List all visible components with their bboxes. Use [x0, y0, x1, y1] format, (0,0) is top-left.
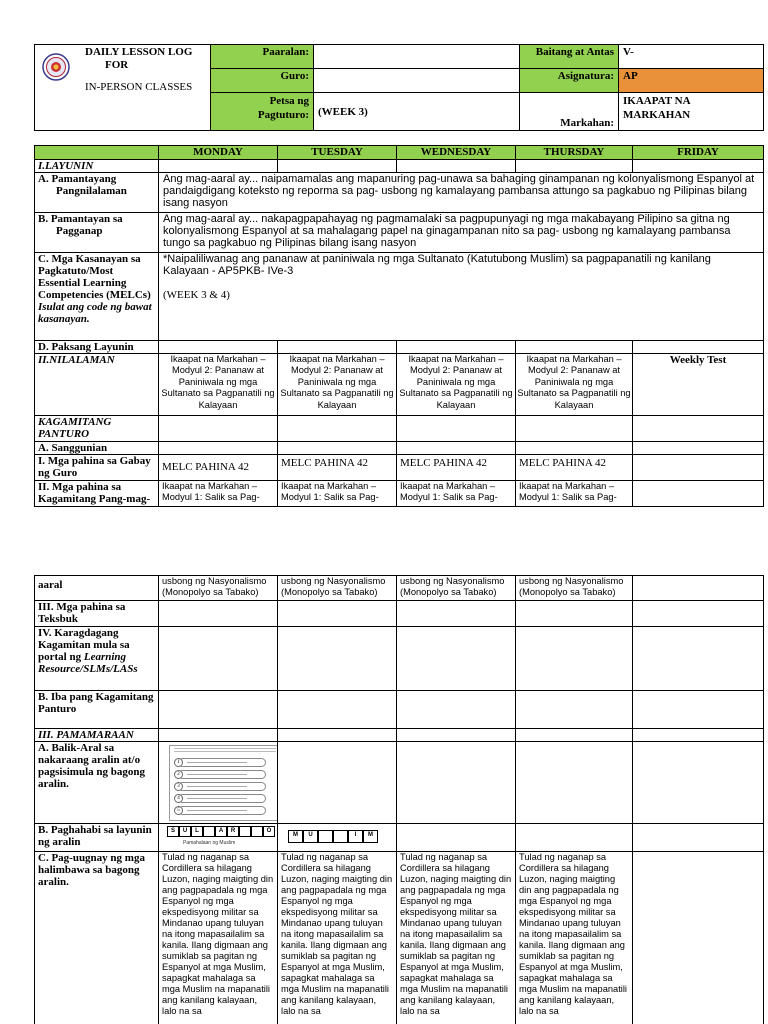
puzzle-box: U [303, 830, 318, 843]
paghahabi-tuesday[interactable] [278, 824, 397, 852]
cell-line: usbong ng Nasyonalismo [519, 576, 624, 586]
puzzle-box: S [167, 826, 179, 837]
cell-line: Ikaapat na Markahan – [162, 481, 258, 491]
karagdagang-label-italic: Learning Resource/SLMs/LASs [38, 651, 138, 675]
gabay-thursday[interactable]: MELC PAHINA 42 [516, 455, 633, 481]
karagdagang-label-text: IV. Karagdagang Kagamitan mula sa portal ng [38, 627, 130, 663]
title-line-2: FOR [105, 59, 129, 71]
pag-uugnay-label: C. Pag-uugnay ng mga halimbawa sa bagong aralin. [35, 852, 159, 1024]
puzzle-caption: Pamahalaan ng Muslim [183, 840, 236, 846]
cell-line: usbong ng Nasyonalismo [400, 576, 505, 586]
cell-line: Modyul 1: Salik sa Pag- [519, 492, 617, 502]
baitang-label: Baitang at Antas [520, 45, 619, 69]
a-label-line-2: Pangnilalaman [56, 185, 127, 197]
paghahabi-label: B. Paghahabi sa layunin ng aralin [35, 824, 159, 852]
cell-line: Modyul 1: Salik sa Pag- [281, 492, 379, 502]
guro-label: Guro: [211, 69, 314, 93]
pag-uugnay-tuesday[interactable] [278, 852, 397, 1024]
aaral-monday[interactable] [159, 576, 278, 601]
kagamitang-thursday[interactable] [516, 481, 633, 507]
day-header-monday: MONDAY [159, 146, 278, 160]
melc-competency: *Naipaliliwanag ang pananaw at paniniwala ng mga Sultanato (Katutubong Muslim) sa pagpapanatili ng kanilang Kalayaan - AP5PKB- IVe-3 [163, 253, 711, 277]
iba-pang-kagamitan-label: B. Iba pang Kagamitang Panturo [35, 691, 159, 729]
puzzle-box: I [348, 830, 363, 843]
nilalaman-tuesday[interactable]: Ikaapat na Markahan – Modyul 2: Pananaw at Paniniwala ng mga Sultanato sa Pagpanatili ng Kalayaan [278, 354, 397, 416]
day-header-tuesday: TUESDAY [278, 146, 397, 160]
title-line-3: IN-PERSON CLASSES [85, 81, 193, 93]
pag-uugnay-thursday[interactable]: Tulad ng naganap sa Cordillera sa hilagang Luzon, naging maigting din ang pagpapadala ng mga Espanyol ng mga ekspedisyong militar sa Mindanao upang tuluyan na itong mapasailalim sa kanila. Ilang digmaan ang sumiklab sa pagitan ng Espanyol at mga Muslim, sapagkat mahalaga sa mga Muslim na mapanatili ang kanilang kalayaan, lalo na sa [516, 852, 633, 1024]
baitang-field[interactable]: V- [619, 45, 764, 69]
letter-puzzle-tuesday [288, 830, 396, 843]
b-label-line-2: Pagganap [56, 225, 103, 237]
kagamitang-monday[interactable] [159, 481, 278, 507]
pag-uugnay-monday[interactable]: Tulad ng naganap sa Cordillera sa hilagang Luzon, naging maigting din ang pagpapadala ng mga Espanyol ng mga ekspedisyong militar sa Mindanao upang tuluyan na itong mapasailalim sa kanila. Ilang digmaan ang sumiklab sa pagitan ng Espanyol at mga Muslim, sapagkat mahalaga sa mga Muslim na mapanatili ang kanilang kalayaan, lalo na sa [159, 852, 278, 1024]
pamantayan-pagganap-label [35, 213, 159, 253]
header-table [34, 44, 764, 131]
pag-uugnay-text: Tulad ng naganap sa Cordillera sa hilagang Luzon, naging maigting din ang pagpapadala ng mga Espanyol ng mga ekspedisyong militar sa Mindanao upang tuluyan na itong mapasailalim sa kanila. Ilang digmaan ang sumiklab sa pagitan ng Espanyol at mga Muslim, sapagkat mahalaga sa mga Muslim na mapanatili ang kanilang kalayaan, lalo na sa [281, 852, 393, 1016]
puzzle-box: U [179, 826, 191, 837]
nilalaman-monday[interactable]: Ikaapat na Markahan – Modyul 2: Pananaw at Paniniwala ng mga Sultanato sa Pagpanatili ng Kalayaan [159, 354, 278, 416]
a-label-line-1: A. Pamantayang [38, 173, 117, 185]
markahan-field[interactable] [619, 93, 764, 131]
c-note: Isulat ang code ng bawat kasanayan. [38, 301, 152, 325]
cell-line: usbong ng Nasyonalismo [162, 576, 267, 586]
lesson-table-page-1 [34, 145, 764, 507]
cell-line: Ikaapat na Markahan – [519, 481, 615, 491]
day-header-thursday: THURSDAY [516, 146, 633, 160]
gabay-wednesday[interactable]: MELC PAHINA 42 [397, 455, 516, 481]
pamantayang-pangnilalaman-text[interactable]: Ang mag-aaral ay... naipamamalas ang mapanuring pag-unawa sa bahaging ginampanan ng kolonyalismong Espanyol at pandaigdigang kotekstο ng reporma sa pag- usbong ng kamalayang pambansa attungo sa pagkabuo ng Pilipinas bilang isang nasyon [159, 173, 764, 213]
cell-line: (Monopolyo sa Tabako) [400, 587, 497, 597]
cell-line: Ikaapat na Markahan – [400, 481, 496, 491]
nilalaman-thursday[interactable]: Ikaapat na Markahan – Modyul 2: Pananaw at Paniniwala ng mga Sultanato sa Pagpanatili ng Kalayaan [516, 354, 633, 416]
puzzle-box: M [363, 830, 378, 843]
worksheet-thumbnail: 1 2 3 4 5 [169, 745, 278, 821]
puzzle-box: R [227, 826, 239, 837]
pamantayan-pagganap-text[interactable]: Ang mag-aaral ay... nakapagpapahayag ng pagmamalaki sa pagpupunyagi ng mga makabayang Pilipino sa gitna ng kolonyalismong Espanyol at sa mahalagang papel na ginagampanan nito sa pag- usbong ng kamalayang pambansa tungo sa pagkabuo ng Pilipinas bilang isang nasyon [159, 213, 764, 253]
aaral-tuesday[interactable] [278, 576, 397, 601]
puzzle-box [251, 826, 263, 837]
cell-line: Modyul 1: Salik sa Pag- [400, 492, 498, 502]
puzzle-box: O [263, 826, 275, 837]
kagamitang-wednesday[interactable] [397, 481, 516, 507]
sanggunian-label: A. Sanggunian [35, 442, 159, 455]
lesson-table-page-2 [34, 575, 764, 1024]
header-title-cell [35, 45, 211, 131]
day-header-friday: FRIDAY [633, 146, 764, 160]
paaralan-label: Paaralan: [211, 45, 314, 69]
gabay-guro-label: I. Mga pahina sa Gabay ng Guro [35, 455, 159, 481]
c-label: C. Mga Kasanayan sa Pagkatuto/Most Essential Learning Competencies (MELCs) [38, 253, 151, 301]
cell-line: (Monopolyo sa Tabako) [281, 587, 378, 597]
nilalaman-label: II.NILALAMAN [35, 354, 159, 416]
kagamitang-tuesday[interactable] [278, 481, 397, 507]
aaral-thursday[interactable] [516, 576, 633, 601]
markahan-line-1: IKAAPAT NA [623, 95, 691, 107]
layunin-label: I.LAYUNIN [35, 160, 159, 173]
teksbuk-label: III. Mga pahina sa Teksbuk [35, 601, 159, 627]
puzzle-box: A [215, 826, 227, 837]
paaralan-field[interactable] [314, 45, 520, 69]
letter-puzzle-monday [167, 826, 277, 837]
pamamaraan-label: III. PAMAMARAAN [35, 729, 159, 742]
puzzle-box [239, 826, 251, 837]
pamantayang-pangnilalaman-label [35, 173, 159, 213]
petsa-label-line-2: Pagtuturo: [257, 109, 309, 121]
b-label-line-1: B. Pamantayan sa [38, 213, 123, 225]
petsa-label-line-1: Petsa ng [269, 95, 309, 107]
asignatura-field[interactable]: AP [619, 69, 764, 93]
paghahabi-monday[interactable] [159, 824, 278, 852]
asignatura-label: Asignatura: [520, 69, 619, 93]
cell-line: Ikaapat na Markahan – [281, 481, 377, 491]
puzzle-box: L [191, 826, 203, 837]
mga-kasanayan-label [35, 253, 159, 341]
nilalaman-wednesday[interactable]: Ikaapat na Markahan – Modyul 2: Pananaw at Paniniwala ng mga Sultanato sa Pagpanatili ng Kalayaan [397, 354, 516, 416]
deped-seal-icon [42, 53, 70, 81]
week-range: (WEEK 3 & 4) [163, 289, 230, 301]
balik-aral-label: A. Balik-Aral sa nakaraang aralin at/o pagsisimula ng bagong aralin. [35, 742, 159, 824]
puzzle-box [318, 830, 333, 843]
gabay-monday[interactable]: MELC PAHINA 42 [159, 455, 278, 481]
cell-line: (Monopolyo sa Tabako) [519, 587, 616, 597]
cell-line: Modyul 1: Salik sa Pag- [162, 492, 260, 502]
gabay-tuesday[interactable]: MELC PAHINA 42 [278, 455, 397, 481]
day-header-wednesday: WEDNESDAY [397, 146, 516, 160]
mga-kasanayan-text[interactable] [159, 253, 764, 341]
cell-line: usbong ng Nasyonalismo [281, 576, 386, 586]
nilalaman-friday[interactable]: Weekly Test [633, 354, 764, 416]
markahan-line-2: MARKAHAN [623, 109, 691, 121]
kagamitang-panturo-label: KAGAMITANG PANTURO [35, 416, 159, 442]
markahan-label: Markahan: [520, 93, 619, 131]
puzzle-box: M [288, 830, 303, 843]
petsa-field[interactable]: (WEEK 3) [314, 93, 520, 131]
puzzle-box [203, 826, 215, 837]
paksang-layunin-label: D. Paksang Layunin [35, 341, 159, 354]
aaral-label: aaral [35, 576, 159, 601]
day-header-blank [35, 146, 159, 160]
kagamitang-pang-mag-label: II. Mga pahina sa Kagamitang Pang-mag- [35, 481, 159, 507]
puzzle-box [333, 830, 348, 843]
petsa-label [211, 93, 314, 131]
balik-aral-monday[interactable] [159, 742, 278, 824]
guro-field[interactable] [314, 69, 520, 93]
cell-line: (Monopolyo sa Tabako) [162, 587, 259, 597]
karagdagang-kagamitan-label [35, 627, 159, 691]
aaral-wednesday[interactable] [397, 576, 516, 601]
pag-uugnay-wednesday[interactable]: Tulad ng naganap sa Cordillera sa hilagang Luzon, naging maigting din ang pagpapadala ng mga Espanyol ng mga ekspedisyong militar sa Mindanao upang tuluyan na itong mapasailalim sa kanila. Ilang digmaan ang sumiklab sa pagitan ng Espanyol at mga Muslim, sapagkat mahalaga sa mga Muslim na mapanatili ang kanilang kalayaan, lalo na sa [397, 852, 516, 1024]
title-line-1: DAILY LESSON LOG [85, 46, 193, 58]
